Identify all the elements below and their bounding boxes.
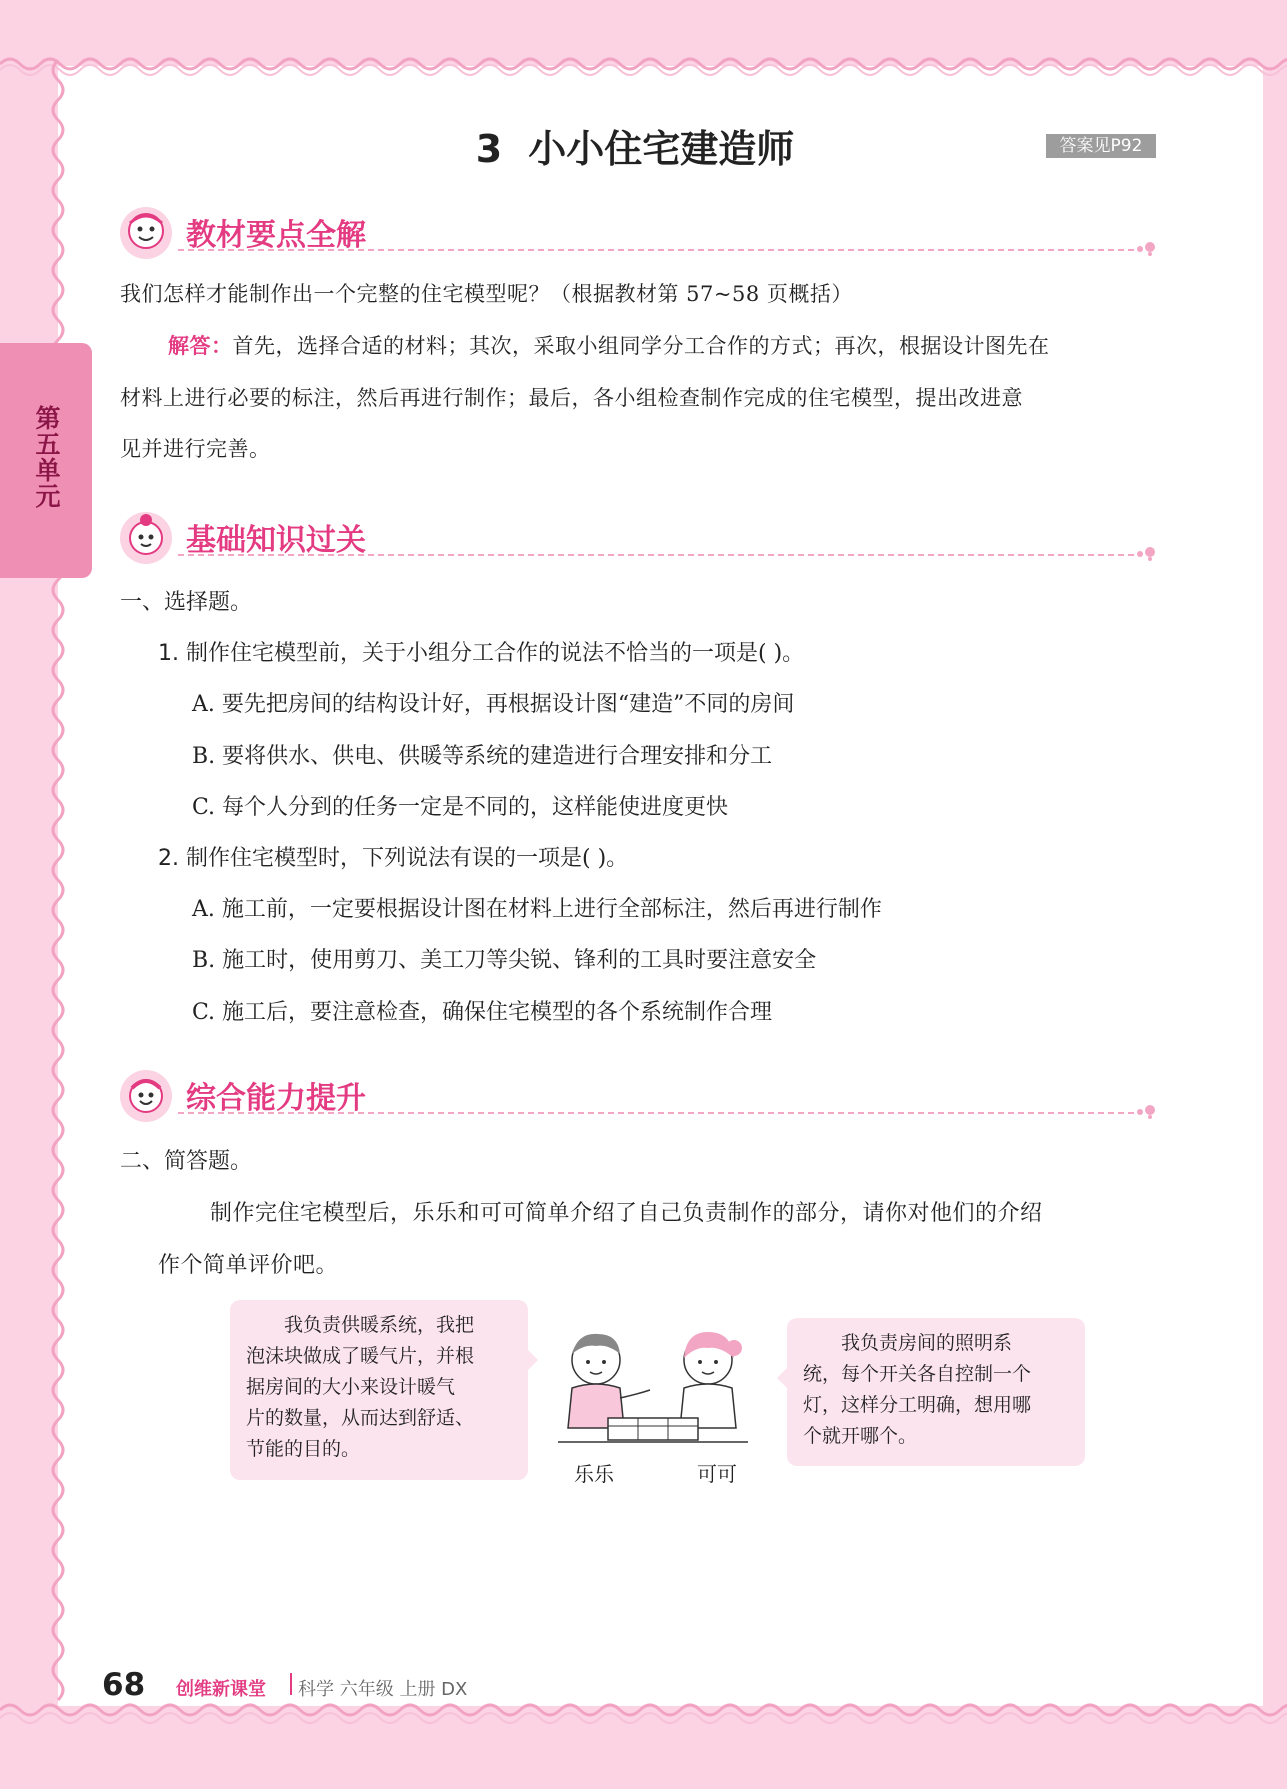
question-2 [158, 841, 628, 872]
bubble-left-line: 泡沫块做成了暖气片，并根 [246, 1345, 475, 1367]
kids-with-model-illustration [548, 1318, 758, 1468]
answer-line-1 [168, 330, 1050, 360]
footer-brand: 创维新课堂 [176, 1679, 266, 1700]
q1-option-c[interactable]: C. 每个人分到的任务一定是不同的，这样能使进度更快 [192, 795, 729, 820]
kid-label-lele: 乐乐 [574, 1462, 614, 1486]
section-header-key-points [118, 205, 1160, 261]
bubble-left-line: 据房间的大小来设计暖气 [246, 1376, 456, 1398]
top-wave-border [0, 42, 1287, 76]
speech-bubble-keke [787, 1318, 1085, 1466]
section-divider [178, 1112, 1134, 1114]
section-header-basic-knowledge [118, 510, 1160, 566]
lesson-number: 3 [475, 127, 503, 171]
bubble-right-line: 个就开哪个。 [803, 1425, 918, 1447]
unit-side-tab [0, 343, 92, 578]
bubble-left-line: 节能的目的。 [246, 1438, 361, 1460]
footer-separator [290, 1673, 292, 1695]
answer-label: 解答： [168, 334, 233, 358]
decor-dots-icon [1134, 1104, 1160, 1120]
answer-line-2: 材料上进行必要的标注，然后再进行制作；最后，各小组检查制作完成的住宅模型，提出改进意 [120, 386, 1023, 410]
decor-dots-icon [1134, 546, 1160, 562]
question-number: 2. [158, 846, 179, 871]
part-one-heading: 一、选择题。 [120, 590, 253, 615]
page-number: 68 [102, 1667, 146, 1703]
answer-line-3: 见并进行完善。 [120, 437, 271, 461]
footer-subtitle: 科学 六年级 上册 DX [298, 1679, 468, 1700]
left-wave-border [46, 60, 70, 1710]
section-divider [178, 249, 1134, 251]
question-stem: 制作住宅模型时，下列说法有误的一项是( )。 [186, 846, 629, 871]
part-two-line-2: 作个简单评价吧。 [158, 1253, 339, 1278]
question-stem: 制作住宅模型前，关于小组分工合作的说法不恰当的一项是( )。 [186, 641, 805, 666]
speech-bubble-lele [230, 1300, 528, 1480]
question-1 [158, 636, 804, 667]
part-two-line-1: 制作完住宅模型后，乐乐和可可简单介绍了自己负责制作的部分，请你对他们的介绍 [210, 1201, 1043, 1226]
kid-label-keke: 可可 [697, 1462, 737, 1486]
q2-option-c[interactable]: C. 施工后，要注意检查，确保住宅模型的各个系统制作合理 [192, 1000, 773, 1025]
bubble-right-line: 我负责房间的照明系 [841, 1332, 1013, 1354]
answer-text-1: 首先，选择合适的材料；其次，采取小组同学分工合作的方式；再次，根据设计图先在 [232, 334, 1050, 358]
question-number: 1. [158, 641, 179, 666]
key-question: 我们怎样才能制作出一个完整的住宅模型呢？（根据教材第 57~58 页概括） [120, 282, 853, 306]
section-header-ability [118, 1068, 1160, 1124]
bubble-left-line: 片的数量，从而达到舒适、 [246, 1407, 475, 1429]
decor-dots-icon [1134, 241, 1160, 257]
q1-option-a[interactable]: A. 要先把房间的结构设计好，再根据设计图“建造”不同的房间 [192, 692, 795, 717]
mascot-boy-icon [118, 1068, 174, 1124]
part-two-heading: 二、简答题。 [120, 1149, 253, 1174]
section-divider [178, 554, 1134, 556]
q1-option-b[interactable]: B. 要将供水、供电、供暖等系统的建造进行合理安排和分工 [192, 744, 773, 769]
bubble-right-line: 灯，这样分工明确，想用哪 [803, 1394, 1032, 1416]
bubble-right-line: 统，每个开关各自控制一个 [803, 1363, 1032, 1385]
section-title-ability: 综合能力提升 [186, 1081, 366, 1116]
mascot-face-icon [118, 205, 174, 261]
section-title-basic-knowledge: 基础知识过关 [186, 523, 366, 558]
unit-tab-label: 第五单元 [32, 405, 61, 509]
bubble-left-line: 我负责供暖系统，我把 [284, 1314, 475, 1336]
mascot-girl-icon [118, 510, 174, 566]
bottom-wave-border [0, 1700, 1287, 1734]
q2-option-a[interactable]: A. 施工前，一定要根据设计图在材料上进行全部标注，然后再进行制作 [192, 897, 882, 922]
answer-reference-badge: 答案见P92 [1046, 134, 1156, 158]
section-title-key-points: 教材要点全解 [186, 218, 366, 253]
q2-option-b[interactable]: B. 施工时，使用剪刀、美工刀等尖锐、锋利的工具时要注意安全 [192, 948, 817, 973]
lesson-title-text: 小小住宅建造师 [528, 127, 795, 171]
lesson-title [380, 118, 890, 173]
